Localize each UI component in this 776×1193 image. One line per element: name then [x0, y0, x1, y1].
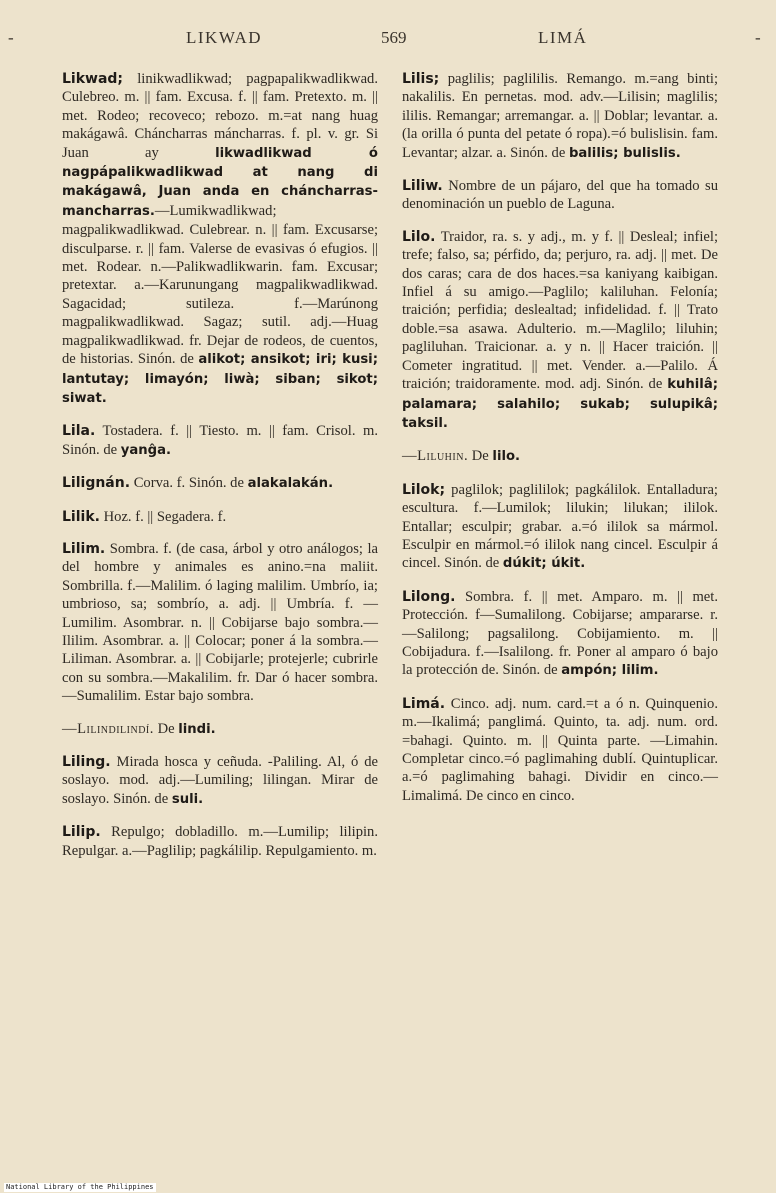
headword: Likwad;: [62, 71, 124, 87]
synonyms: yanĝa.: [120, 442, 172, 458]
entry-lilo: [402, 228, 718, 433]
headword: Lilignán.: [62, 475, 131, 492]
definition: Hoz. f. || Segadera. f.: [99, 508, 227, 525]
headword: Lilis;: [402, 71, 440, 87]
definition: paglilok; paglililok; pagkálilok. Entalladura; escultura. f.—Lumilok; lilukin; lilukan; ililok. Entallar; esculpir; grabar. a.=ó ililok sa mármol. Esculpir en mármol.=ó ililok nang cincel. Esculpir á cincel. Sinón. de: [402, 481, 718, 572]
right-column: [402, 70, 718, 819]
synonyms: suli.: [171, 791, 204, 807]
synonyms: alakalakán.: [247, 476, 334, 492]
running-head: [0, 28, 776, 52]
entry-liling: [62, 753, 378, 809]
entry-likwad: [62, 70, 378, 408]
entry-lilong: [402, 588, 718, 681]
synonyms: ampón; lilim.: [561, 663, 659, 679]
crossref-text: De: [468, 448, 493, 465]
synonyms: alikot; ansikot; iri; kusi; lantutay; limayón; liwà; siban; sikot; siwat.: [62, 352, 378, 406]
definition: Sombra. f. (de casa, árbol y otro análogos; la del hombre y animales es anino.=na maliit. Sombrilla. f.—Malilim. ó laging malilim. Umbrío, ia; umbrioso, sa; sombrío, a. adj. || Umbría. f. — Lumilim. Asombrar. n. || Cobijarse bajo sombra.—Ililim. Asombrar. a. || Colocar; poner á la sombra.—Liliman. Asombrar. a. || Cobijarle; protejerle; cubrirle con su sombra.—Makalilim. fr. Dar ó hacer sombra.—Sumalilim. Estar bajo sombra.: [62, 540, 378, 705]
headword: Lilip.: [62, 824, 101, 841]
entry-lilis: [402, 70, 718, 163]
crossref-liluhin: [402, 447, 718, 466]
headword: Liliw.: [402, 178, 443, 195]
synonyms: kuhilâ; palamara; salahilo; sukab; sulupikâ; taksil.: [402, 377, 718, 431]
headword: Lilong.: [402, 588, 456, 605]
definition: Nombre de un pájaro, del que ha tomado su denominación un pueblo de Laguna.: [402, 178, 718, 213]
entry-lilok: [402, 481, 718, 574]
header-right-word: LIMÁ: [538, 28, 588, 47]
header-dash-left: -: [8, 28, 16, 47]
headword: Liling.: [62, 754, 111, 770]
library-credit: National Library of the Philippines: [6, 1183, 154, 1191]
headword: Lilok;: [402, 481, 446, 498]
headword: Lila.: [62, 423, 96, 440]
synonyms: dúkit; úkit.: [502, 556, 586, 572]
definition: Corva. f. Sinón. de: [130, 475, 248, 492]
crossref-from: —Lilindilindí.: [62, 720, 154, 737]
definition: Tostadera. f. || Tiesto. m. || fam. Crisol. m. Sinón. de: [62, 423, 378, 458]
left-column: [62, 70, 378, 874]
headword: Lilik.: [62, 508, 100, 525]
entry-lima: [402, 695, 718, 805]
definition-continued: —Lumikwadlikwad; magpalikwadlikwad. Culebrear. n. || fam. Excusarse; disculparse. r. || fam. Valerse de evasivas ó efugios. || met. Rodear. n.—Palikwadlikwarin. fam. Excusar; pretextar. a.—Karunungang magpalikwadlikwad. Sagacidad; sutileza. f.—Marúnong magpalikwadlikwad. Sagaz; sutil. adj.—Huag magpalikwadlikwad. fr. Dejar de rodeos, de cuentos, de historias. Sinón. de: [62, 202, 378, 368]
header-dash-right: -: [755, 28, 763, 47]
bold-phrase: likwadlikwad ó nagpápalikwadlikwad at nang di makágawâ, Juan anda en cháncharras-mancharras.: [62, 145, 378, 219]
definition: Mirada hosca y ceñuda. -Paliling. Al, ó de soslayo. mod. adj.—Lumiling; lilingan. Mirar de soslayo. Sinón. de: [62, 754, 378, 807]
headword: Limá.: [402, 695, 446, 712]
definition: Cinco. adj. num. card.=t a ó n. Quinquenio. m.—Ikalimá; panglimá. Quinto, ta. adj. num. ord. =bahagi. Quinto. m. || Quinta parte. —Limahin. Completar cinco.=ó paglimahing dublí. Quintuplicar. a.=ó paglimahing bahagi. Dividir en cinco.—Limalimá. De cinco en cinco.: [402, 695, 718, 804]
headword: Lilim.: [62, 540, 106, 557]
crossref-text: De: [153, 720, 179, 737]
entry-lilignan: [62, 474, 378, 493]
definition: paglilis; paglililis. Remango. m.=ang binti; nakalilis. En pernetas. mod. adv.—Lilisin; maglilis; ililis. Remangar; arremangar. a. || Doblar; levantar. a. (la orilla ó punta del petate ó ropa).=ó bulislisin. fam. Levantar; alzar. a. Sinón. de: [402, 71, 718, 161]
crossref-to: lindi.: [178, 721, 216, 737]
entry-lila: [62, 422, 378, 460]
definition: Repulgo; dobladillo. m.—Lumilip; lilipin. Repulgar. a.—Paglilip; pagkálilip. Repulgamiento. m.: [62, 824, 378, 859]
headword: Lilo.: [402, 228, 436, 245]
crossref-lilindilindi: [62, 720, 378, 739]
entry-lilim: [62, 540, 378, 706]
crossref-from: —Liluhin.: [402, 448, 469, 465]
synonyms: balilis; bulislis.: [568, 145, 681, 161]
page-number: 569: [381, 28, 407, 47]
entry-lilip: [62, 823, 378, 860]
definition: Sombra. f. || met. Amparo. m. || met. Protección. f—Sumalilong. Cobijarse; ampararse. r.—Salilong; pagsalilong. Cobijamiento. m. || Cobijadura. f.—Isalilong. fr. Poner al amparo ó bajo la protección de. Sinón. de: [402, 588, 718, 679]
definition: Traidor, ra. s. y adj., m. y f. || Desleal; infiel; trefe; falso, sa; pérfido, da; perjuro, ra. adj. || met. De dos caras; cara de dos haces.=sa kaniyang kaibigan. Infiel á su amigo.—Paglilo; kaliluhan. Felonía; traición; perfidia; deslealtad; infidelidad. f. || Trato doble.=sa asawa. Adulterio. m.—Maglilo; liluhin; pagliluhan. Traicionar. a. y n. || Hacer traición. || Cometer ingratitud. || met. Vender. a.—Palilo. Á traición; traidoramente. mod. adj. Sinón. de: [402, 228, 718, 393]
entry-lilik: [62, 508, 378, 526]
crossref-to: lilo.: [492, 449, 521, 465]
entry-liliw: [402, 177, 718, 214]
header-left-word: LIKWAD: [186, 28, 263, 47]
definition: linikwadlikwad; pagpapalikwadlikwad. Culebreo. m. || fam. Excusa. f. || fam. Pretexto. m. || met. Rodeo; recoveco; rebozo. m.=at nang huag makágawâ. Cháncharras máncharras. f. pl. v. gr. Si Juan ay: [62, 71, 378, 161]
